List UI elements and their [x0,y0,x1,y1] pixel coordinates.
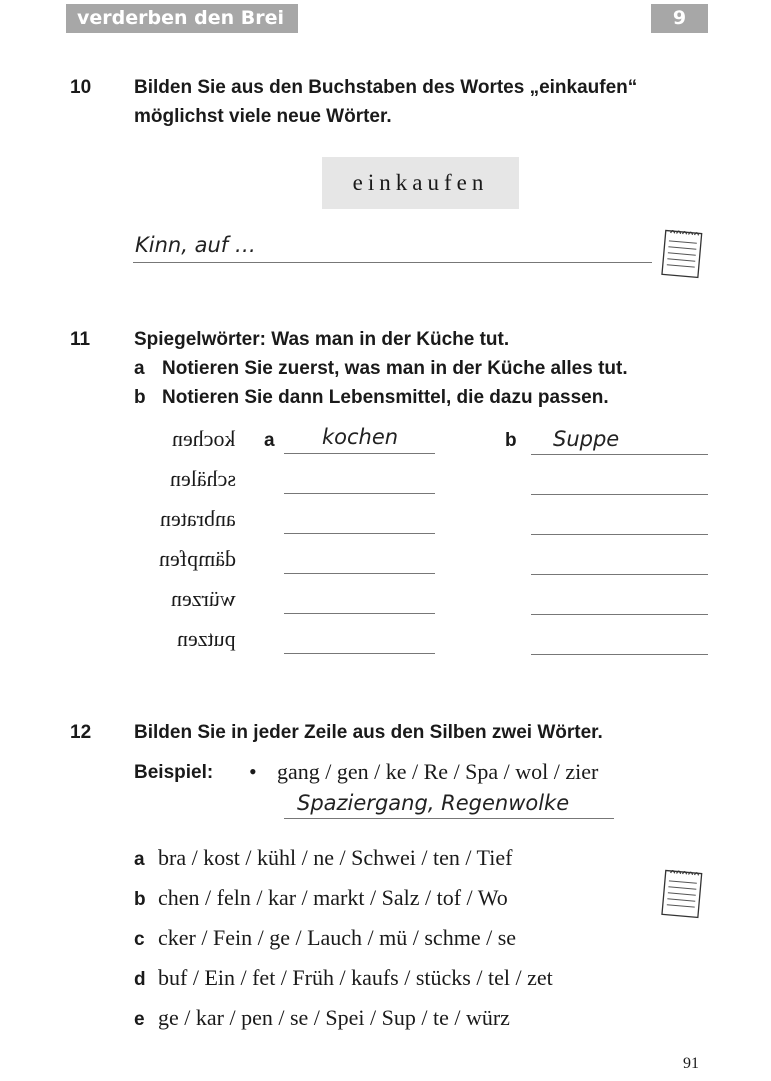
answer-b-line [531,614,708,615]
mirror-word: anbraten [160,506,236,531]
answer-a-line [284,573,435,574]
example-bullet: • [249,759,257,784]
row-letter: a [134,849,145,870]
task-10-instruction [134,73,637,131]
answer-b-line [531,654,708,655]
task-10-instruction-line2: möglichst viele neue Wörter. [134,106,392,127]
answer-a-line [284,493,435,494]
notepad-icon [658,864,706,920]
task-11-title: Spiegelwörter: Was man in der Küche tut. [134,329,510,350]
task-10-answer-example: Kinn, auf … [135,233,256,257]
task-11-sub-a [134,354,628,383]
page-number: 91 [683,1055,699,1072]
mirror-word: dämpfen [159,546,236,571]
row-letter: c [134,929,145,950]
answer-a-line [284,533,435,534]
task-10-answer-line [133,262,652,263]
row-syllables: ge / kar / pen / se / Spei / Sup / te / würz [158,1005,510,1030]
answer-b-line [531,454,708,455]
task-11-number: 11 [70,329,91,350]
row-syllables: buf / Ein / fet / Früh / kaufs / stücks / tel / zet [158,965,553,990]
row-letter: e [134,1009,145,1030]
row-syllables: bra / kost / kühl / ne / Schwei / ten / Tief [158,845,513,870]
task-12-instruction: Bilden Sie in jeder Zeile aus den Silben zwei Wörter. [134,722,603,743]
task-11-instruction [134,325,628,412]
row-letter: b [134,889,146,910]
row-syllables: chen / feln / kar / markt / Salz / tof / Wo [158,885,508,910]
syllable-row [134,885,508,911]
example-answer-line [284,818,614,819]
answer-b-example: Suppe [553,427,620,451]
task-11-sub-b [134,383,628,412]
answer-b-line [531,494,708,495]
example-answer: Spaziergang, Regenwolke [297,791,570,815]
task-11-sub-b-letter: b [134,387,146,408]
word-box [322,157,519,209]
example-label: Beispiel: [134,762,214,783]
chapter-title-banner [66,4,298,33]
syllable-row [134,925,516,951]
syllable-row [134,1005,510,1031]
mirror-word: putzen [177,626,236,651]
mirror-word: würzen [171,586,236,611]
syllable-row [134,965,553,991]
mirror-word: kochen [172,426,236,451]
example-syllables: gang / gen / ke / Re / Spa / wol / zier [277,759,599,784]
task-11-sub-b-text: Notieren Sie dann Lebensmittel, die dazu passen. [162,387,609,408]
chapter-number: 9 [672,7,687,29]
answer-b-line [531,574,708,575]
answer-a-example: kochen [322,425,399,449]
chapter-number-badge [651,4,708,33]
answer-a-line [284,653,435,654]
answer-a-line [284,613,435,614]
task-10-number: 10 [70,77,92,98]
column-b-label: b [505,430,517,451]
answer-b-line [531,534,708,535]
task-12-number: 12 [70,722,92,743]
row-letter: d [134,969,146,990]
word-box-text: einkaufen [352,170,489,195]
task-11-sub-a-letter: a [134,358,145,379]
notepad-icon [658,224,706,280]
row-syllables: cker / Fein / ge / Lauch / mü / schme / se [158,925,517,950]
chapter-title: verderben den Brei [77,7,285,29]
mirror-word: schälen [170,466,236,491]
task-11-sub-a-text: Notieren Sie zuerst, was man in der Küche alles tut. [162,358,628,379]
task-10-instruction-line1: Bilden Sie aus den Buchstaben des Wortes „einkaufen“ [134,77,638,98]
answer-a-line [284,453,435,454]
syllable-row [134,845,512,871]
column-a-label: a [264,430,275,451]
